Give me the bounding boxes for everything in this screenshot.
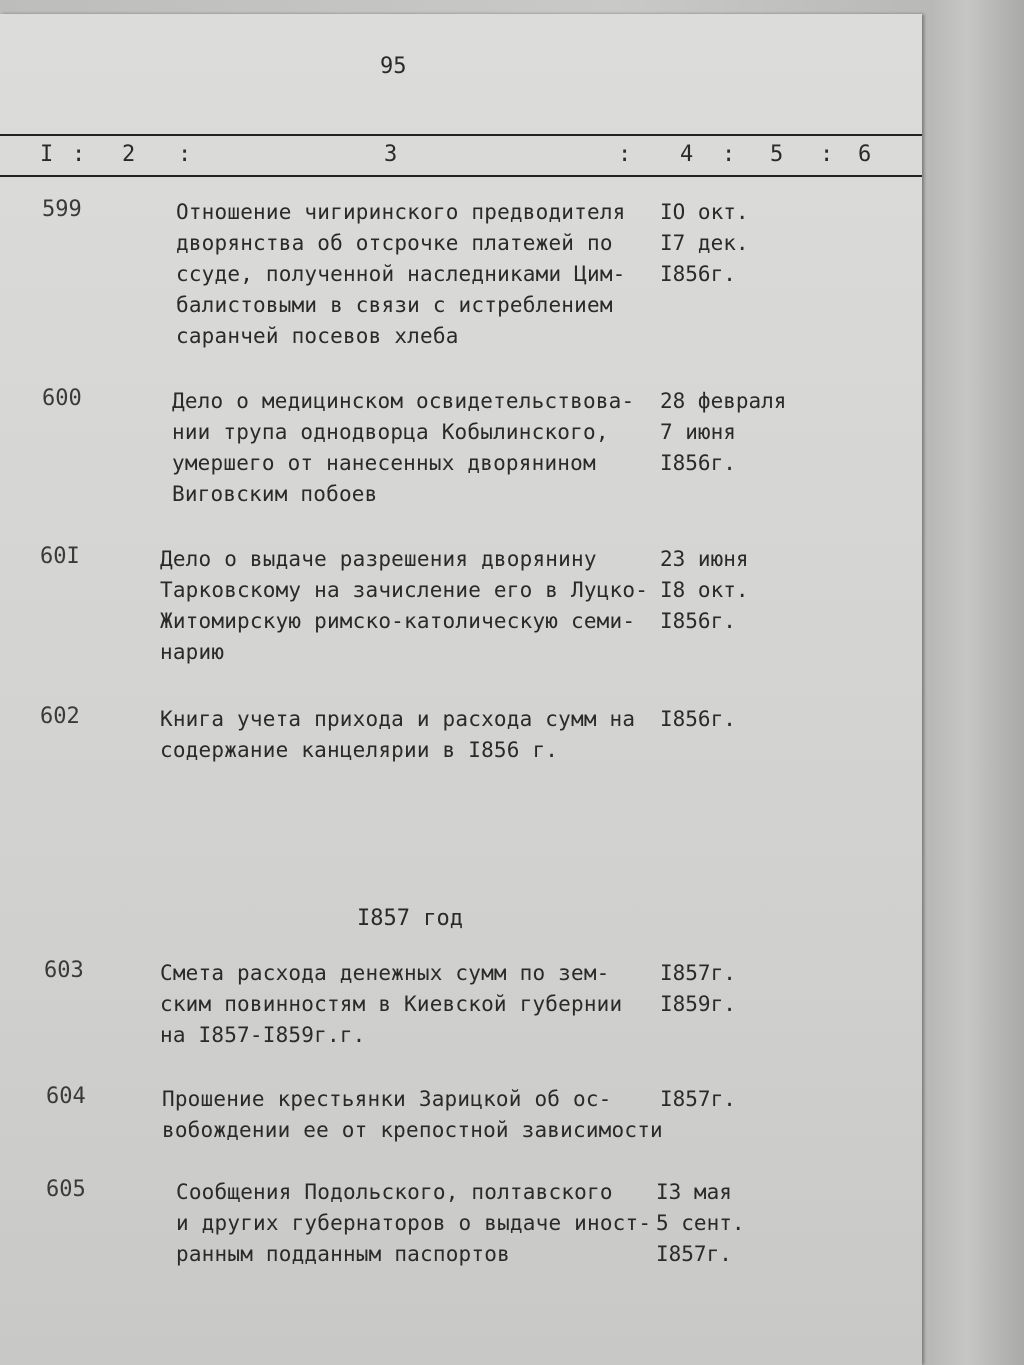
entry-number: 600: [42, 386, 82, 411]
column-separator: :: [618, 142, 632, 167]
year-heading: I857 год: [357, 906, 463, 931]
entry-description: Прошение крестьянки Зарицкой об ос- вобождении ее от крепостной зависимости: [162, 1087, 663, 1142]
column-separator: :: [722, 142, 736, 167]
entry-dates: I3 мая 5 сент. I857г.: [656, 1180, 745, 1266]
entry-description: Дело о медицинском освидетельствова- нии трупа однодворца Кобылинского, умершего от нанесенных дворянином Виговским побоев: [172, 389, 635, 506]
entry-number: 60I: [40, 544, 80, 569]
entry-number: 604: [46, 1084, 86, 1109]
column-separator: :: [820, 142, 834, 167]
column-separator: :: [178, 142, 192, 167]
entry-description: Отношение чигиринского предводителя дворянства об отсрочке платежей по ссуде, полученной наследниками Цим- балистовыми в связи с истреблением саранчей посевов хлеба: [176, 200, 626, 348]
document-page: [0, 14, 922, 1365]
entry-description: Дело о выдаче разрешения дворянину Тарковскому на зачисление его в Луцко- Житомирскую римско-католическую семи- нарию: [160, 547, 649, 664]
column-header-4: 4: [680, 142, 694, 167]
entry-number: 599: [42, 197, 82, 222]
entry-dates: IO окт. I7 дек. I856г.: [660, 200, 749, 286]
column-header-6: 6: [858, 142, 872, 167]
entry-dates: 23 июня I8 окт. I856г.: [660, 547, 749, 633]
entry-description: Книга учета прихода и расхода сумм на содержание канцелярии в I856 г.: [160, 707, 636, 762]
header-rule-bottom: [0, 175, 922, 177]
entry-dates: 28 февраля 7 июня I856г.: [660, 389, 787, 475]
column-header-5: 5: [770, 142, 784, 167]
entry-number: 605: [46, 1177, 86, 1202]
header-rule-top: [0, 134, 922, 136]
entry-dates: I856г.: [660, 707, 736, 731]
column-header-3: 3: [384, 142, 398, 167]
column-separator: :: [72, 142, 86, 167]
entry-dates: I857г. I859г.: [660, 961, 736, 1016]
entry-description: Смета расхода денежных сумм по зем- ским повинностям в Киевской губернии на I857-I859г.г.: [160, 961, 623, 1047]
underlying-page-edge: [930, 0, 1024, 1365]
column-header-1: I: [40, 142, 54, 167]
entry-description: Сообщения Подольского, полтавского и других губернаторов о выдаче иност- ранным подданным паспортов: [176, 1180, 652, 1266]
entry-number: 603: [44, 958, 84, 983]
page-number: 95: [380, 54, 407, 79]
entry-dates: I857г.: [660, 1087, 736, 1111]
column-header-2: 2: [122, 142, 136, 167]
entry-number: 602: [40, 704, 80, 729]
